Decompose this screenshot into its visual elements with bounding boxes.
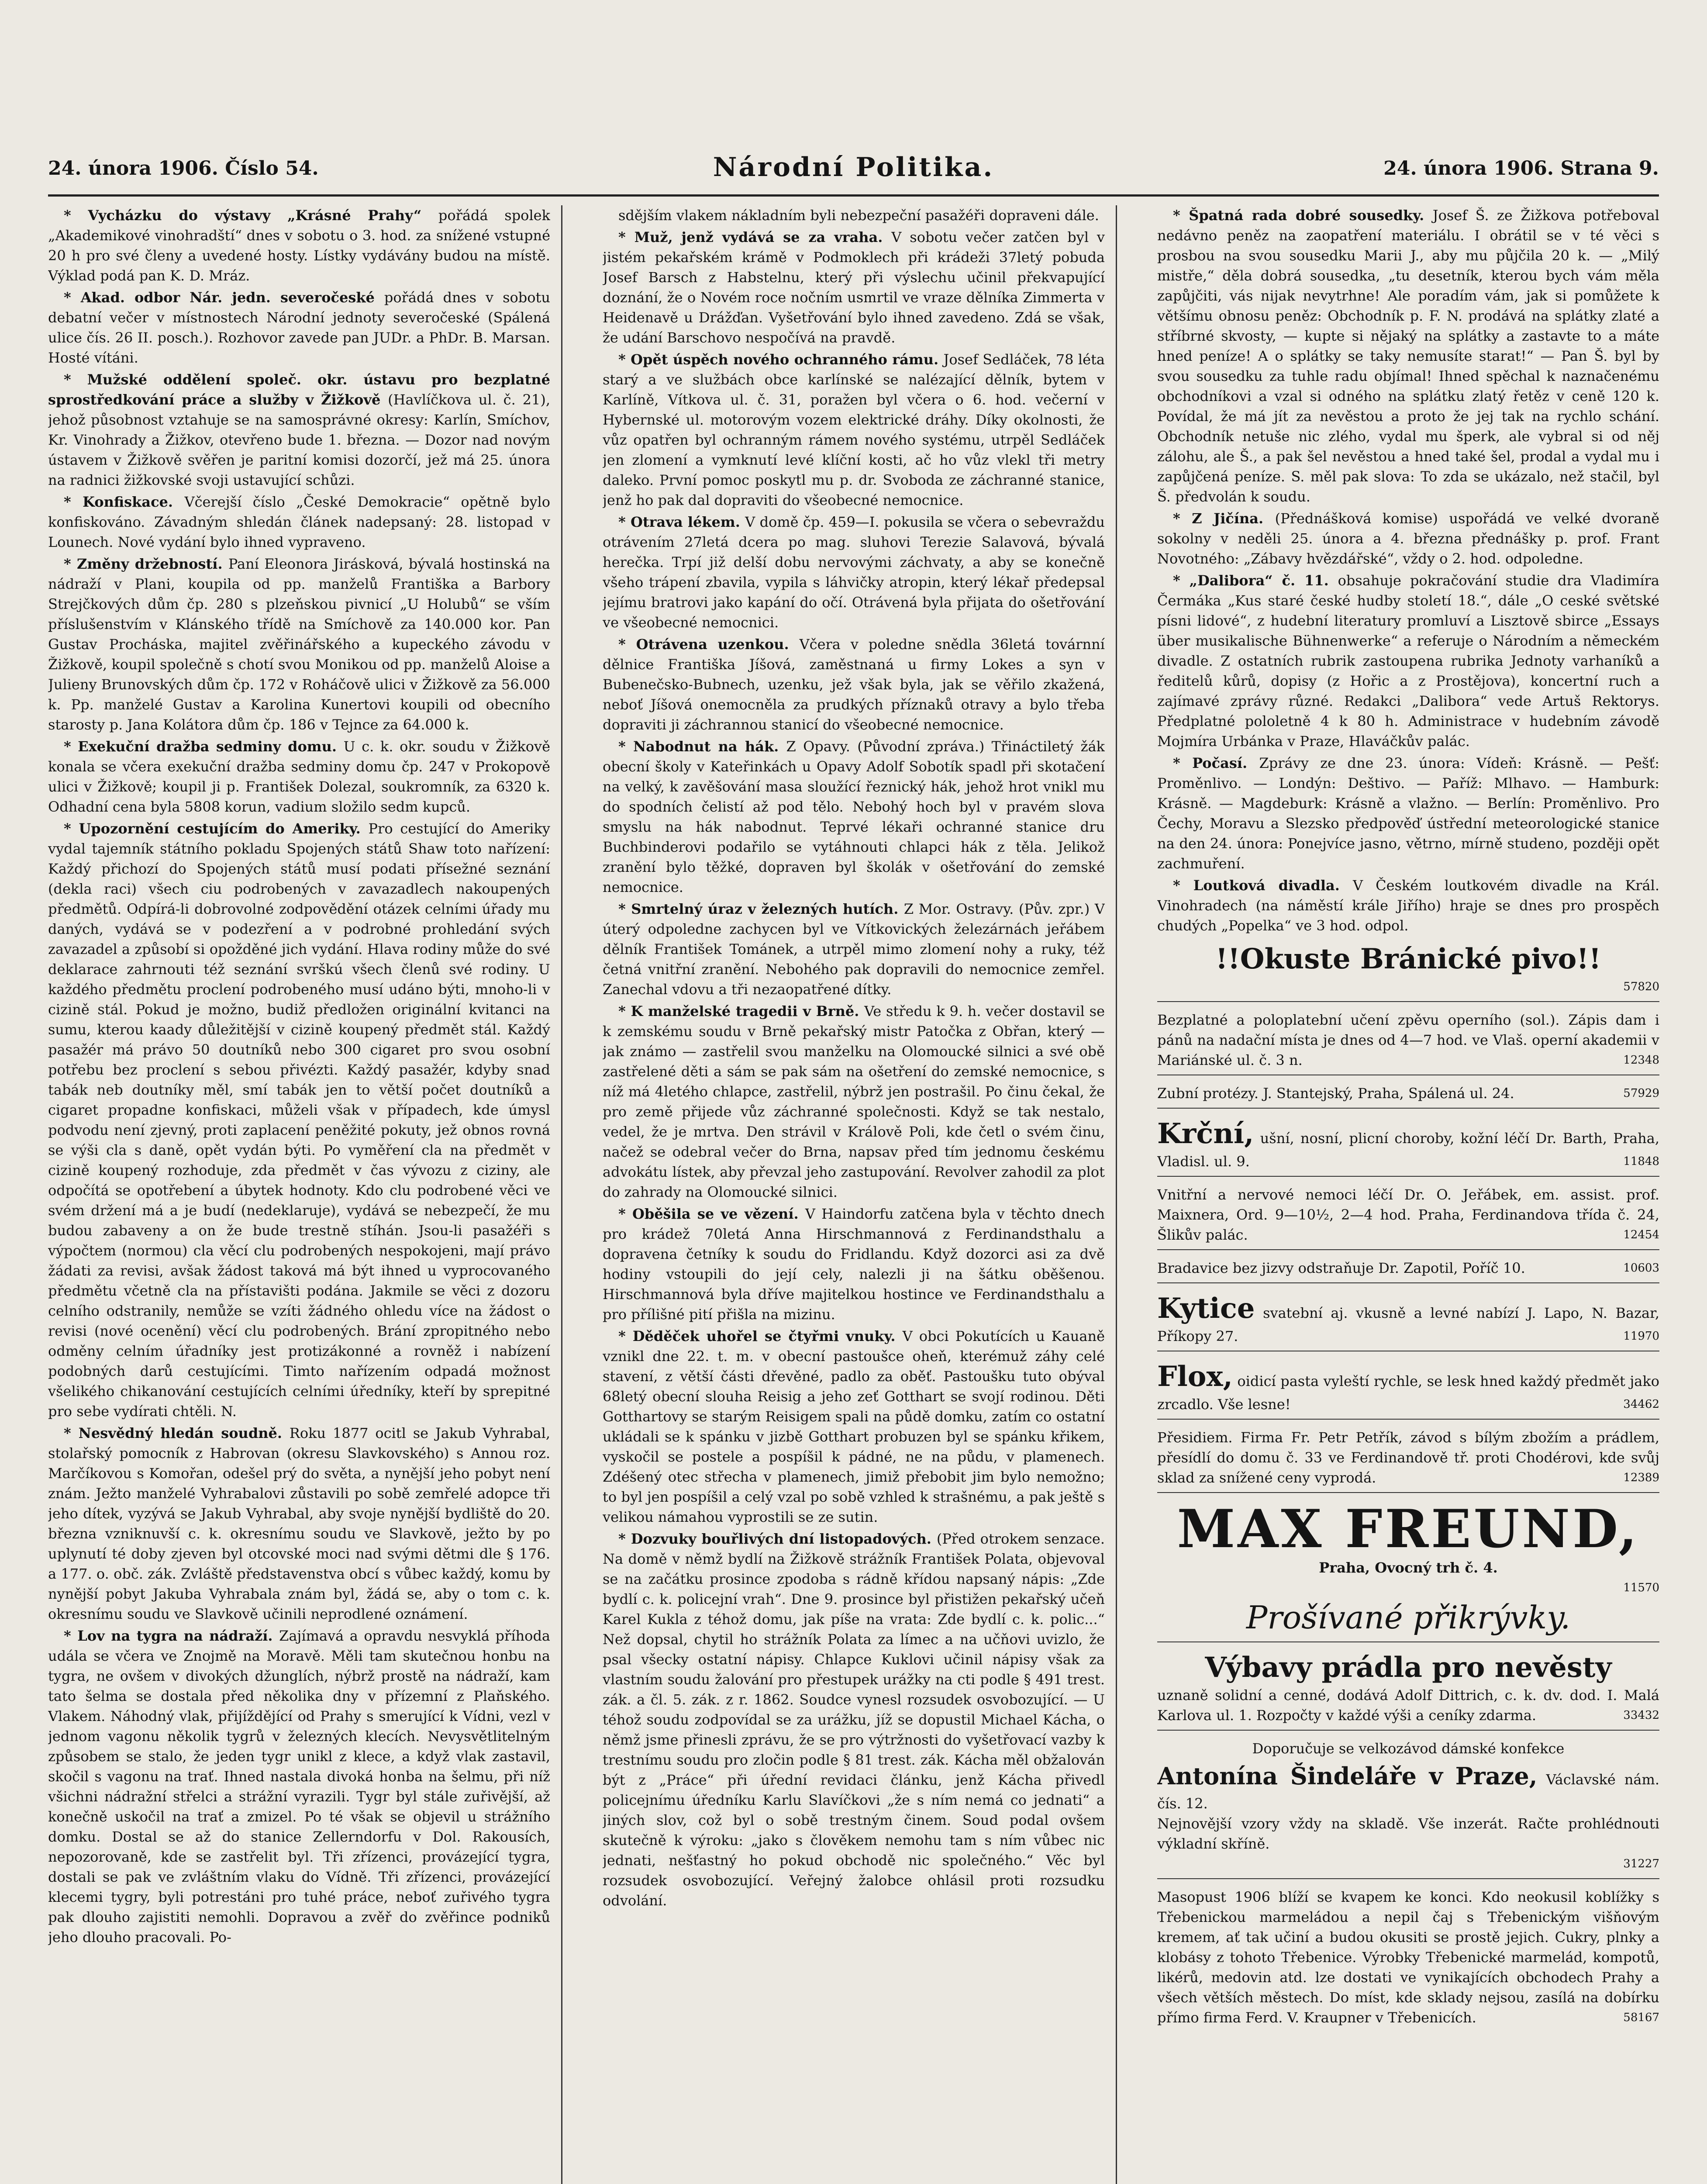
ad-slogan: Prošívané přikrývky. [1246, 1599, 1571, 1636]
column-3 [1157, 205, 1659, 2184]
ad-max-freund [1157, 1496, 1659, 1642]
article [48, 492, 550, 552]
article-text: Z Opavy. (Původní zpráva.) Třináctiletý žák obecní školy v Kateřinkách u Opavy Adolf Sobotík spadl při skotačení na velký, k zavěšování masa sloužící řeznický hák, jehož hrot vnikl mu do spodních čelistí až pod tělo. Nebohý hoch byl v pravém slova smyslu na hák nabodnut. Teprvé lékaři ochranné stanice dru Buchbinderovi podařilo se vytáhnouti chlapci hák z těla. Jelikož zranění bylo těžké, dopraven byl školák v ošetřování do zemské nemocnice. [603, 738, 1105, 895]
article-text: pořádá dnes v sobotu debatní večer v místnostech Národní jednoty severočeské (Spálená ulice čís. 26 II. posch.). Rozhovor zavede pan JUDr. a PhDr. B. Marsan. Hosté vítáni. [48, 289, 550, 366]
article-headline: * Vycházku do výstavy „Krásné Prahy“ [64, 207, 438, 224]
article [603, 1529, 1105, 1911]
article [48, 1626, 550, 1947]
article-text: pořádá spolek „Akademikové vinohradští“ dnes v sobotu o 3. hod. za snížené vstupné 20 h pro své členy a uvedené hosty. Lístky vydávány budou na místě. Výklad podá pan K. D. Mráz. [48, 207, 550, 284]
article [48, 287, 550, 368]
ad-number: 57820 [1623, 980, 1659, 993]
article [603, 736, 1105, 897]
article-headline: * Nesvědný hledán soudně. [64, 1425, 290, 1441]
ad-title: Kytice [1157, 1292, 1255, 1325]
ad-address: Václavské nám. čís. 12. [1157, 1771, 1659, 1812]
article-text: Včerejší číslo „České Demokracie“ opětně bylo konfiskováno. Závadným shledán článek nadepsaný: 28. listopad v Lounech. Nové vydání bylo ihned vypraveno. [48, 494, 550, 550]
article-headline: * Oběšila se ve vězení. [618, 1206, 805, 1222]
article-text: sdějším vlakem nákladním byli nebezpeční pasažéři dopraveni dále. [618, 207, 1099, 224]
ad-relocation [1157, 1423, 1659, 1493]
article [603, 227, 1105, 348]
ad-text: Nejnovější vzory vždy na skladě. Vše inzerát. Račte prohlédnouti výkladní skříně. [1157, 1815, 1659, 1852]
ad-number: 11570 [1623, 1581, 1659, 1594]
ad-trousseau [1157, 1646, 1659, 1731]
article [603, 634, 1105, 735]
article [603, 1001, 1105, 1202]
page-number: 24. února 1906. Strana 9. [1383, 157, 1659, 180]
ad-title: Krční, [1157, 1117, 1254, 1150]
ad-number: 33432 [1623, 1709, 1659, 1722]
ad-masopust [1157, 1883, 1659, 2032]
article-text: V Haindorfu zatčena byla v těchto dnech pro krádež 70letá Anna Hirschmannová z Ferdinandsthalu a dopravena četníky k soudu do Fridlandu. Když dozorci asi za dvě hodiny vstoupili do její cely, nalezli ji na šátku oběšenou. Hirschmannová byla dříve majitelkou hostince ve Ferdinandsthalu a pro přílišné pití přišla na mizinu. [603, 1206, 1105, 1323]
ad-title: Antonína Šindeláře v Praze, [1157, 1762, 1538, 1790]
article-text: V sobotu večer zatčen byl v jistém pekařském krámě v Podmoklech při krádeži 37letý pobuda Josef Barsch z Habstelnu, který při výslechu učinil překvapující doznání, že o Novém roce nočním usmrtil ve vraze dělníka Zimmerta v Heidenavě u Drážďan. Vyšetřování bylo ihned zavedeno. Zdá se však, že udání Barschovo nespočívá na pravdě. [603, 229, 1105, 346]
ad-text: oidicí pasta vyleští rychle, se lesk hned každý předmět jako zrcadlo. Vše lesne! [1157, 1373, 1659, 1413]
article-text: V obci Pokutících u Kauaně vznikl dne 22. t. m. v obecní pastoušce oheň, kterémuž záhy celé stavení, z větší části dřevěné, padlo za oběť. Pastoušku tuto obýval 68letý obecní slouha Reisig a jeho zeť Gotthart se svojí rodinou. Děti Gotthartovy se starým Reisigem spali na půdě domku, zatím co ostatní ukládali se k spánku v jizbě Gotthart probuzen byl se spánku křikem, vyskočil se postele a pospíšil k pádné, ne na půdu, v plamenech. Zdéšený otec střecha v plamenech, jimiž přebobit jim bylo nemožno; to byl jen pospíšil a celý vzal po sobě vzhled k strašnému, a pak ještě s velikou námahou vyprostili se ze sutin. [603, 1328, 1105, 1525]
article [603, 1326, 1105, 1527]
article-headline: * Upozornění cestujícím do Ameriky. [64, 820, 369, 837]
ad-text: Masopust 1906 blíží se kvapem ke konci. Kdo neokusil koblížky s Třebenickou marmeládou a nepil čaj s Třebenickým višňovým kremem, ať tak učiní a budou okusiti se prostě jejich. Cukry, plnky a klobásy z tohoto Třebenice. Výrobky Třebenické marmelád, kompotů, likérů, medovin atd. lze dostati ve vynikajících obchodech Prahy a všech větších městech. Do míst, kde sklady nejsou, zasílá na dobírku přímo firma Ferd. V. Kraupner v Třebenicích. [1157, 1889, 1659, 2026]
article-headline: * Konfiskace. [64, 494, 185, 510]
column-rule [561, 205, 562, 2184]
ad-address: Praha, Ovocný trh č. 4. [1319, 1559, 1498, 1576]
article-headline: * Špatná rada dobré sousedky. [1173, 207, 1433, 224]
column-2 [603, 205, 1105, 2184]
header-rule [48, 194, 1659, 197]
column-rule [1116, 205, 1117, 2184]
article-headline: * Opět úspěch nového ochranného rámu. [618, 351, 944, 368]
article-headline: * Muž, jenž vydává se za vraha. [618, 229, 892, 245]
column-3-articles [1157, 205, 1659, 936]
ad-text: svatební aj. vkusně a levné nabízí J. Lapo, N. Bazar, Příkopy 27. [1157, 1305, 1659, 1344]
article-text: (Havlíčkova ul. č. 21), jehož působnost vztahuje se na samosprávné okresy: Karlín, Smíchov, Kr. Vinohrady a Žižkov, otevřeno bude 1. března. — Dozor nad novým ústavem v Žižkově svěřen je paritní komisi dozorčí, jež má 25. února na radnici žižkovské svoji ustavující schůzi. [48, 391, 550, 488]
article-headline: * K manželské tragedii v Brně. [618, 1003, 865, 1019]
ad-number: 12348 [1623, 1054, 1659, 1067]
ad-text: uznaně solidní a cenné, dodává Adolf Dittrich, c. k. dv. dod. I. Malá Karlova ul. 1. Rozpočty v každé výši a ceníky zdarma. [1157, 1687, 1659, 1724]
article [603, 899, 1105, 999]
article-text: Zajímavá a opravdu nesvyklá příhoda udála se včera ve Znojmě na Moravě. Měli tam skutečnou honbu na tygra, ne ovšem v divokých džunglích, nýbrž prostě na nádraží, kam tato šelma se dostala před několika dny v přízemní z Plaňského. Vlakem. Náhodný vlak, přijíždějící od Prahy s smerující k Vídni, vezl v jednom vagonu několik tygrů v železných klecích. Nevysvětlitelným způsobem se stalo, že jeden tygr unikl z klece, a když vlak zastavil, skočil s vagonu na trať. Ihned nastala divoká honba na šelmu, při níž všichni nádražní střelci a strážní vyrazili. Tygr byl stále zuřivější, až konečně uskočil na trať a zmizel. Po té však se objevil u strážního domku. Dostal se až do stanice Zellerndorfu v Dol. Rakousích, nepozorovaně, kde se zastřelit byl. Tři zřízenci, provázející tygra, dostali se pak ve zvláštním vlaku do Vídně. Tři zřízenci, provázející klecemi tygry, byli potrestáni pro tuhé práce, neboť zuřivého tygra pak dlouho zajistiti nemohli. Dopravou a zvěř do zvěřince podniků jeho dlouho pracovali. Po- [48, 1628, 550, 1946]
ad-number: 31227 [1623, 1857, 1659, 1870]
article-text: Pro cestující do Ameriky vydal tajemník státního pokladu Spojených států Shaw toto nařízení: Každý přichozí do Spojených států musí podati přísežné seznání (dekla raci) všech ciu podrobených v zavazadlech nakoupených předmětů. Odpírá-li dobrovolné zodpovědění otázek celními úřady mu daných, vydává se v podezření a v podrobné prohledání svých zavazadel a způsobí si opožděné jich vydání. Hlava rodiny může do své deklarace zahrnouti též seznání svrškú všech členů své rodiny. U každého předmětu proclení podrobeného musí udáno býti, mnoho-li v cizině stál. Pokud je možno, budiž předložen originální kvitanci na sumu, kterou kaady důležitější v cizině koupený předmět stál. Každý pasažér má právo 50 doutníků nebo 300 cigaret pro svou osobní potřebu bez proclení s sebou přivézti. Každý pasažér, kdyby snad tabák neb doutníky měl, smí tabák jen to větší počet doutníků a cigaret propadne konfiskaci, můželi však v případech, kde úmysl podvodu není zjevný, proti zaplacení peněžité pokuty, jež obnos rovná se výši cla s daně, opět vydán býti. Po vyměření cla na předmět v cizině koupený rozhoduje, zda předmět v čas vývozu z ciziny, ale odpočítá se opotřebení a úbytek hodnoty. Kdo clu podrobené věci ve svém držení má a je budí (nedeklaruje), vydává se nebezpečí, že mu budou zabaveny a on že bude trestně stíhán. Jsou-li pasažéři s výpočtem (normou) cla věcí clu podrobených nespokojeni, mají právo žádati za revisi, avšak žádost taková má být ihned u vyprocovaného předmětu včetně cla na přístavišti podána. Jakmile se věci z dozoru celního odstranily, nemůže se vzíti žádného ohledu více na žádost o revisi (nové ocenění) věcí clu podrobených. Brání zpropitného nebo odměny celním úřadníky jest protizákonné a rovněž i nabízení podobných darů cestujícími. Timto nařízením odpadá možnost všelikého chikanování cestujících celními úředníky, kteří by sprepitné pro sebe vydírati chtěli. N. [48, 820, 550, 1420]
article-headline: * Změny držebností. [64, 556, 228, 572]
article [48, 205, 550, 286]
ad-title: !!Okuste Bránické pivo!! [1215, 943, 1601, 975]
article-headline: * Z Jičína. [1173, 510, 1275, 527]
article [603, 349, 1105, 510]
article-text: Josef Sedláček, 78 léta starý a ve službách obce karlínské se nalézající dělník, bytem v Karlíně, Vítkova ul. č. 31, poražen byl včera o 6. hod. večerní v Hybernské ul. motorovým vozem elektrické dráhy. Díky okolnosti, že vůz opatřen byl ochranným rámem nového systému, utrpěl Sedláček jen zlomení a vymknutí levé klíční kosti, ač ho vůz vlekl tři metry daleko. První pomoc poskytl mu p. dr. Svoboda ze záchranné stanice, jenž ho pak dal dopraviti do všeobecné nemocnice. [603, 351, 1105, 508]
ad-text: Vnitřní a nervové nemoci léčí Dr. O. Jeřábek, em. assist. prof. Maixnera, Ord. 9—10½, 2—4 hod. Praha, Ferdinandova třída č. 24, Šlikův palác. [1157, 1186, 1659, 1243]
article-headline: * „Dalibora“ č. 11. [1173, 572, 1338, 589]
article-headline: * Nabodnut na hák. [618, 738, 786, 755]
ad-text: Bradavice bez jizvy odstraňuje Dr. Zapotil, Poříč 10. [1157, 1260, 1525, 1276]
ad-number: 11970 [1623, 1330, 1659, 1343]
article [1157, 205, 1659, 507]
article-text: Paní Eleonora Jirásková, bývalá hostinská na nádraží v Plani, koupila od pp. manželů Františka a Barbory Strejčkových dům čp. 280 s plzeňskou pivnicí „U Holubů“ se vším příslušenstvím v Klánského třídě na Smíchově za 140.000 kor. Pan Gustav Procháska, majitel zvěřinářského a kupeckého závodu v Žižkově, koupil společně s chotí svou Monikou od pp. manželů Aloise a Julieny Brunovských dům čp. 172 v Roháčově ulici v Žižkově za 56.000 k. Pp. manželé Gustav a Karolina Kunertovi koupili od obecního starosty p. Jana Kolátora dům čp. 186 v Tejnce za 64.000 k. [48, 556, 550, 733]
column-1 [48, 205, 550, 2184]
ad-text: Zubní protézy. J. Stantejský, Praha, Spálená ul. 24. [1157, 1085, 1514, 1102]
ad-number: 57929 [1623, 1087, 1659, 1100]
article-text: Včera v poledne snědla 36letá továrnní dělnice Františka Jíšová, zaměstnaná u firmy Lokes a syn v Bubenečsko-Bubnech, uzenku, jež však byla, jak se věřilo zkažená, neboť Jíšová onemocněla za prudkých příznaků otravy a bylo třeba dopraviti ji záchrannou stanicí do všeobecné nemocnice. [603, 636, 1105, 733]
article-headline: * Loutková divadla. [1173, 877, 1353, 894]
ad-number: 58167 [1623, 2011, 1659, 2024]
article [1157, 753, 1659, 874]
masthead [48, 144, 1659, 197]
article [603, 1204, 1105, 1324]
ad-title: Výbavy prádla pro nevěsty [1205, 1651, 1612, 1684]
article-headline: * Otrava lékem. [618, 514, 745, 530]
ad-warts [1157, 1254, 1659, 1283]
ad-number: 12389 [1623, 1471, 1659, 1484]
article-text: (Před otrokem senzace. Na domě v němž bydlí na Žižkově strážník František Polata, objevoval se na začátku prosince zpodoba s rádně křídou napsaný nápis: „Zde bydlí c. k. policejní vrah“. Dne 9. prosince byl přistižen pekařský učeň Karel Kukla z téhož domu, jak píše na vrata: Zde bydlí c. k. polic...“ Než dopsal, chytil ho strážník Polata za límec a na učňovi uvizlo, že psal všecky ostatní nápisy. Chlapce Kuklovi učinil nápisy však za vlastním soudu žalování pro přestupek urážky na cti podle § 491 trest. zák. a čl. 5. zák. z r. 1862. Soudce vynesl rozsudek osvobozující. — U téhož soudu zodpovídal se za urážku, jíž se dopustil Michael Kácha, o němž jsme přinesli zprávu, že se pro výtržnosti do vyšetřovací vazby k trestnímu soudu pro zločin podle § 81 trest. zák. Kácha měl obžalován být z „Práce“ při úřední revidaci článku, jenž Kácha přivedl policejnímu úředníku Karlu Slavíčkovi „že s ním nemá co jednati“ a jiných slov, což byl o sobě trestným činem. Soud podal ovšem skutečně k výroku: „jako s člověkem nemohu tam s ním vůbec nic jednati, nešťastný ho pokud obchodě nic společného.“ Věc byl rozsudek osvobozující. Veřejný žalobce ohlásil proti rozsudku odvolání. [603, 1531, 1105, 1909]
newspaper-title: Národní Politika. [713, 152, 994, 183]
article [48, 819, 550, 1421]
ad-number: 12454 [1623, 1228, 1659, 1241]
article-headline: * Smrtelný úraz v železných hutích. [618, 901, 904, 917]
article-text: Z Mor. Ostravy. (Pův. zpr.) V úterý odpoledne zachycen byl ve Vítkovických železárnách jeřábem dělník František Tománek, a utrpěl mimo zlomení nohy a ruky, též četná vnitřní zranění. Nebohého pak dopravili do nemocnice zemřel. Zanechal vdovu a tři nezaopatřené dítky. [603, 901, 1105, 998]
article-headline: * Dozvuky bouřlivých dní listopadových. [618, 1531, 937, 1547]
ad-number: 11848 [1623, 1155, 1659, 1168]
ad-bouquets [1157, 1287, 1659, 1351]
ad-throat-doctor [1157, 1112, 1659, 1177]
ad-title: Flox, [1157, 1360, 1233, 1393]
ad-title: MAX FREUND, [1177, 1498, 1640, 1560]
ad-dental [1157, 1079, 1659, 1109]
article-text: Roku 1877 ocitl se Jakub Vyhrabal, stolařský pomocník z Habrovan (okresu Slavkovského) s Annou roz. Marčíkovou s Komořan, odešel prý do světa, a nynější jeho pobyt není znám. Ježto manželé Vyhrabalovi zůstavili po sobě zemřelé adopce tři jeho dítek, vyzývá se Jakub Vyhrabal, aby svoje nynější bydliště do 20. března vzniknuvší c. k. okresnímu soudu ve Slavkově, ježto by po uplynutí té doby zjeven byl otcovské moci nad svými dětmi dle § 176. a 177. o. obč. zák. Zvláště představenstva obcí s vůbec každý, komu by nynější pobyt Jakuba Vyhrabala znám byl, žádá se, aby o tom c. k. okresnímu soudu ve Slavkově učinili neprodlené oznámení. [48, 1425, 550, 1622]
article-headline: * Akad. odbor Nár. jedn. severočeské [64, 289, 384, 306]
ad-flox-polish [1157, 1355, 1659, 1420]
ad-text: Bezplatné a poloplatební učení zpěvu operního (sol.). Zápis dam i pánů na nadační místa je dnes od 4—7 hod. ve Vlaš. operní akademii v Mariánské ul. č. 3 n. [1157, 1012, 1659, 1068]
article [48, 1423, 550, 1624]
ad-internal-medicine [1157, 1180, 1659, 1250]
article-text: U c. k. okr. soudu v Žižkově konala se včera exekuční dražba sedminy domu čp. 247 v Prokopově ulici v Žižkově; koupil ji p. František Dolezal, soukromník, za 6320 k. Odhadní cena byla 5808 korun, vadium složilo sedm kupců. [48, 738, 550, 815]
ad-sindelar [1157, 1734, 1659, 1879]
article-headline: * Lov na tygra na nádraží. [64, 1628, 279, 1644]
article [48, 554, 550, 735]
ad-number: 10603 [1623, 1261, 1659, 1275]
article-text: Ve středu k 9. h. večer dostavil se k zemskému soudu v Brně pekařský mistr Patočka z Obřan, který — jak známo — zastřelil svou manželku na Olomoucké silnici a své obě zastřelené děti a sám se pak sám na ošetření do zemské nemocnice, s níž má 4letého chlapce, zastřelil, nýbrž jen postrašil. Po činu čekal, že pro země přijede vůz záchranné společnosti. Když se tak nestalo, vedel, že je mrtva. Den strávil v Králově Poli, kde četl o svém činu, načež se odebral večer do Brna, napsav před tím jednomu českému advokátu lístek, aby převzal jeho zastupování. Revolver zahodil za plot do zahrady na Olomoucké silnici. [603, 1003, 1105, 1200]
article [48, 736, 550, 817]
article-text: (Přednášková komise) uspořádá ve velké dvoraně sokolny v neděli 25. února a 4. března přednášky p. prof. Frant Novotného: „Zábavy hvězdářské“, vždy o 2. hod. odpoledne. [1157, 510, 1659, 567]
ad-opera-lessons [1157, 1006, 1659, 1075]
ad-number: 34462 [1623, 1398, 1659, 1411]
ad-branicke-pivo [1157, 937, 1659, 1002]
article-headline: * Otrávena uzenkou. [618, 636, 800, 653]
article [603, 205, 1105, 225]
article-headline: * Exekuční dražba sedminy domu. [64, 738, 344, 755]
ad-intro: Doporučuje se velkozávod dámské konfekce [1252, 1740, 1565, 1757]
article [1157, 570, 1659, 751]
article-headline: * Počasí. [1173, 755, 1259, 771]
issue-date: 24. února 1906. Číslo 54. [48, 157, 319, 180]
ad-text: ušní, nosní, plicní choroby, kožní léčí Dr. Barth, Praha, Vladisl. ul. 9. [1157, 1130, 1659, 1170]
article [1157, 508, 1659, 569]
article [603, 512, 1105, 632]
article [48, 370, 550, 490]
article-text: Zprávy ze dne 23. února: Vídeň: Krásně. — Pešť: Proměnlivo. — Londýn: Deštivo. — Paříž: Mlhavo. — Hamburk: Krásně. — Magdeburk: Krásně a vlažno. — Berlín: Proměnlivo. Pro Čechy, Moravu a Slezsko předpověď ústřední meteorologické stanice na den 24. února: Ponejvíce jasno, větrno, mírně studeno, později opět zachmuření. [1157, 755, 1659, 872]
article-text: V Českém loutkovém divadle na Král. Vinohradech (na náměstí krále Jiřího) hraje se dnes pro prospěch chudých „Popelka“ ve 3 hod. odpol. [1157, 877, 1659, 934]
ad-text: Přesidiem. Firma Fr. Petr Petřík, závod s bílým zbožím a prádlem, přesídlí do domu č. 33 ve Ferdinandově tř. proti Chodérovi, kde svůj sklad za snížené ceny vyprodá. [1157, 1429, 1659, 1486]
article [1157, 875, 1659, 936]
article-text: obsahuje pokračování studie dra Vladimíra Čermáka „Kus staré české hudby století 18.“, dále „O ceské světské písni lidové“, z hudební literatury promluví a Lisztově sbirce „Essays über musikalische Bühnenwerke“ a referuje o Národním a německém divadle. Z ostatních rubrik zastoupena rubrika Jednoty varhaníků a ředitelů kůrů, dopisy (z Hořic a z Prostějova), koncertní ruch a zajímavé zprávy různé. Redakci „Dalibora“ vede Artuš Rektorys. Předplatné pololetně 4 k 80 h. Administrace v hudebním závodě Mojmíra Urbánka v Praze, Hlaváčkův palác. [1157, 572, 1659, 750]
article-headline: * Děděček uhořel se čtyřmi vnuky. [618, 1328, 903, 1344]
article-text: V domě čp. 459—I. pokusila se včera o sebevraždu otrávením 27letá dcera po mag. sluhovi Terezie Salavová, bývalá herečka. Trpí již delší dobu nervovými záchvaty, a aby se konečně všeho trápení zbavila, vypila s láhvičky atropin, který lékař předepsal jejímu bratrovi jako kapání do očí. Otrávená byla přijata do ošetřování ve všeobecné nemocnici. [603, 514, 1105, 631]
article-headline: * Mužské oddělení společ. okr. ústavu pro bezplatné sprostředkování práce a služby v Žižkově [48, 371, 550, 408]
article-text: Josef Š. ze Žižkova potřeboval nedávno peněz na zaopatření materiálu. I obrátil se v té věci s prosbou na svou sousedku Marii J., aby mu půjčila 20 k. — „Milý mistře,“ děla dobrá sousedka, „tu desetník, kterou bych vám měla zapůjčiti, vás nijak nevytrhne! Ale poradím vám, jak si pomůžete k většímu obnosu peněz: Obchodník p. F. N. prodává na splátky zlaté a stříbrné skvosty, — kupte si nějaký na splátky a zastavte to a máte hned peníze! A o splátky se taky nemusíte starat!“ — Pan Š. byl by svou sousedku za tuhle radu objímal! Ihned spěchal k naznačenému obchodníkovi a vzal si odného na splátku zlatý řetěz v ceně 120 k. Povídal, že má jít za nevěstou a proto že jej tak na rychlo schání. Obchodník netuše nic zlého, vydal mu šperk, ale vybral si od něj zálohu, ale Š., a pak šel nevěstou a hned také šel, prodal a vydal mu i zapůjčená peníze. S. měl pak slova: To zda se ukázalo, než stačil, byl Š. předvolán k soudu. [1157, 207, 1659, 505]
